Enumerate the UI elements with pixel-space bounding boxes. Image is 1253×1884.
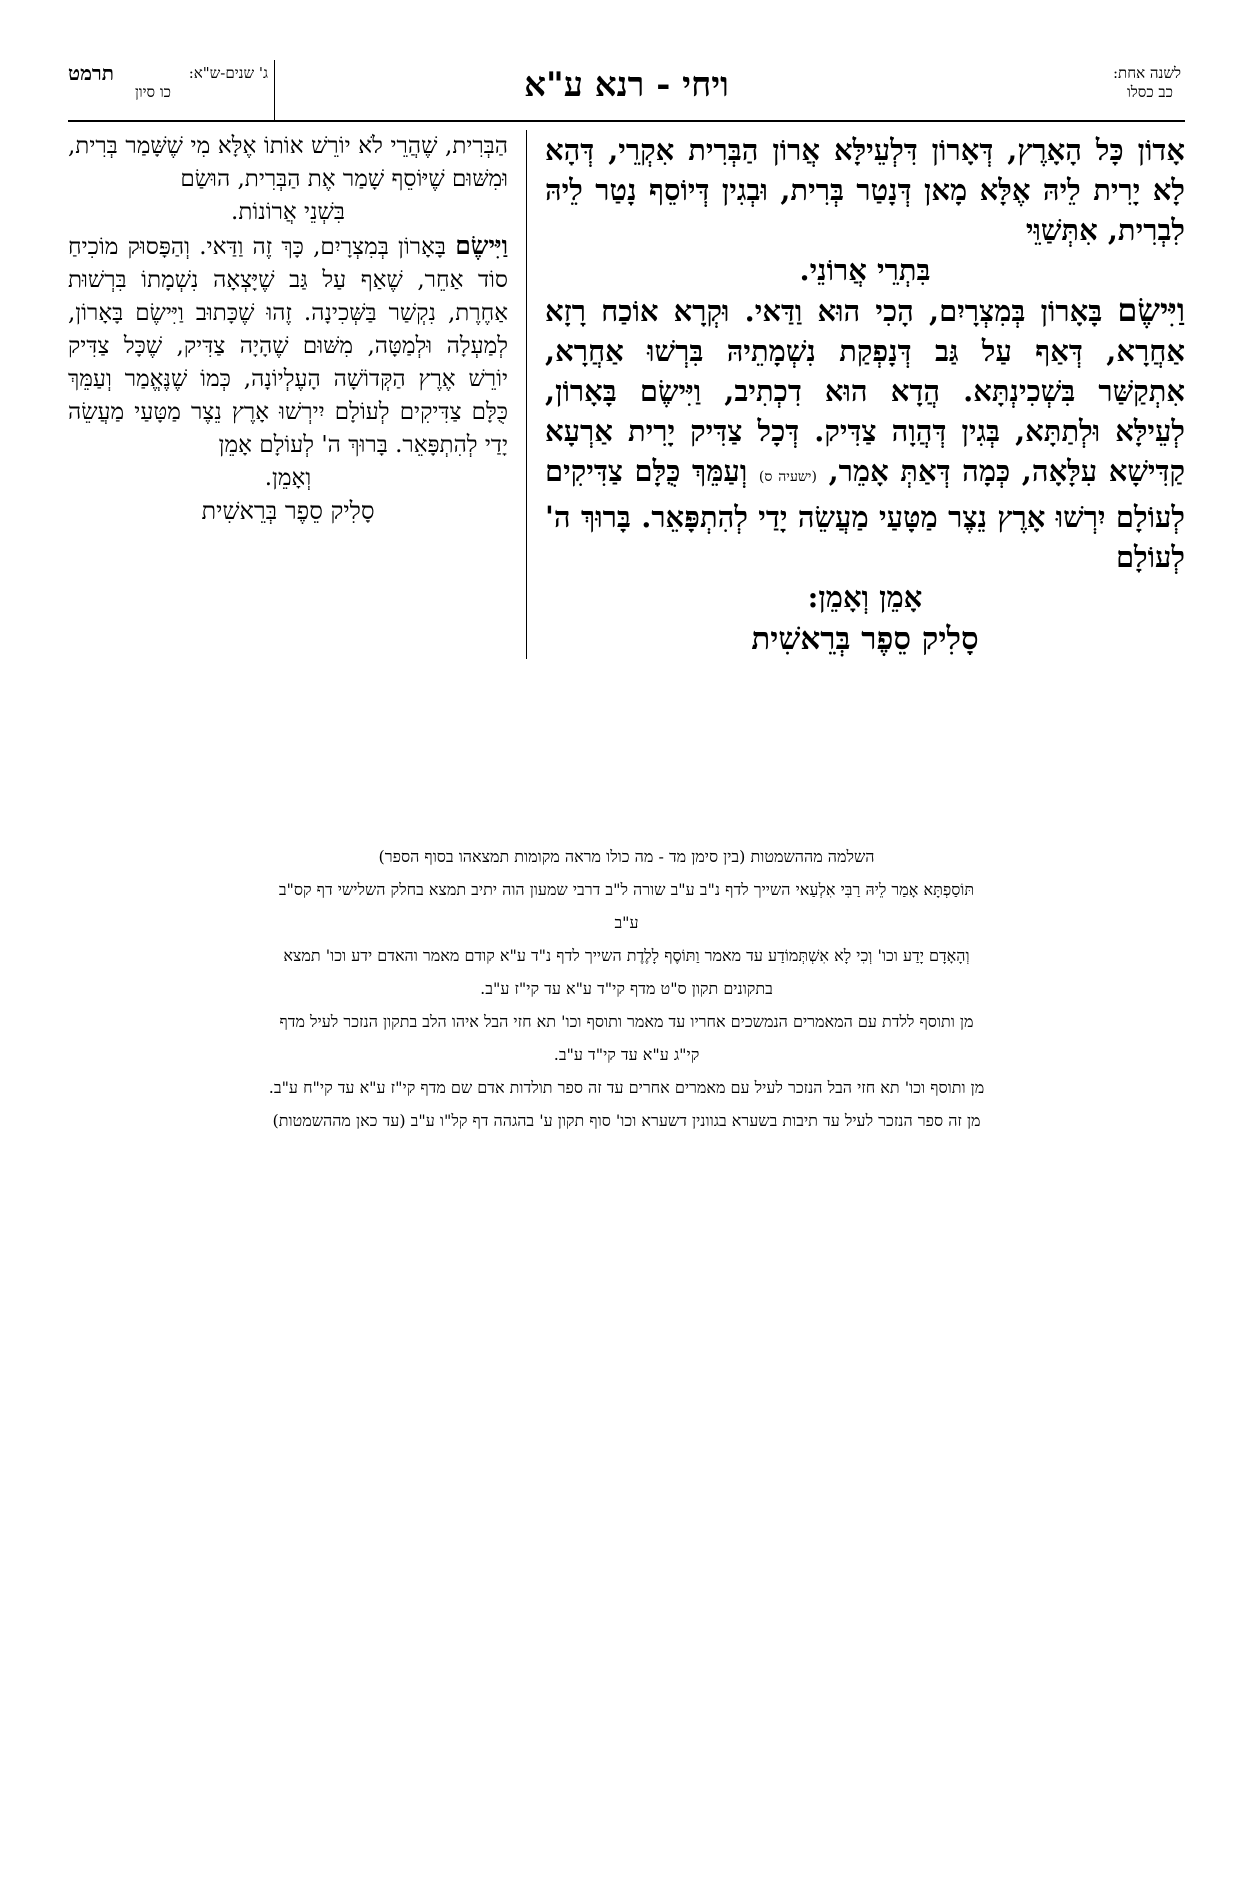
translation-column [68,130,508,659]
header-right-label: לשנה אחת: [1113,64,1181,82]
omissions-supplement [68,840,1185,1137]
page [68,60,1185,659]
header-divider [274,60,275,120]
header-right-date: כב כסלו [1126,83,1173,101]
main-column [545,130,1185,659]
scripture-reference: (ישעיה ס) [758,469,817,485]
side-paragraph-2 [68,229,508,495]
main-paragraph-1-text: אָדוֹן כָּל הָאָרֶץ, דְּאָרוֹן דִּלְעֵילָּא אֲרוֹן הַבְּרִית אִקְרֵי, דְּהָא לָא יָרִית לֵיהּ אֶלָּא מָאן דְּנָטַר בְּרִית, וּבְגִין דְּיוֹסֵף נָטַר לֵיהּ לִבְרִית, אִתְּשַׁוֵּי [545,133,1185,247]
note-4: מן ותוסף וכו' תא חזי הבל הנזכר לעיל עם מאמרים אחרים עד זה ספר תולדות אדם שם מדף קי"ז ע"א עד קי"ח ע"ב. [268,1078,985,1097]
main-paragraph-2-end: אָמֵן וְאָמֵן: [807,580,923,614]
main-paragraph-1 [545,130,1185,290]
side-paragraph-1-end: בִּשְׁנֵי אֲרוֹנוֹת. [231,199,345,225]
side-paragraph-1 [68,130,508,229]
note-3 [68,1005,1185,1071]
main-paragraph-2-lead: וַיִּישֶׂם [1117,291,1185,329]
side-closing-line: סָלִיק סֵפֶר בְּרֵאשִׁית [201,497,375,525]
note-2 [68,939,1185,1005]
note-5: מן זה ספר הנזכר לעיל עד תיבות בשערא בגוונין דשערא וכו' סוף תקון ע' בהגהה דף קל"ו ע"ב (עד כאן מההשמטות) [272,1111,981,1130]
page-number: תרמט [68,61,114,85]
notes-heading: השלמה מההשמטות (בין סימן מד - מה כולו מראה מקומות תמצאהו בסוף הספר) [378,847,875,866]
side-paragraph-2-end: וְאָמֵן. [264,465,312,491]
page-header [68,60,1185,122]
side-paragraph-1-text: הַבְּרִית, שֶׁהֲרֵי לֹא יוֹרֵשׁ אוֹתוֹ אֶלָּא מִי שֶׁשָּׁמַר בְּרִית, וּמִשּׁוּם שֶׁיּוֹסֵף שָׁמַר אֶת הַבְּרִית, הוּשַׂם [68,133,508,192]
page-body [68,130,1185,659]
page-title: ויחי - רנא ע"א [524,65,729,105]
main-closing-line: סָלִיק סֵפֶר בְּרֵאשִׁית [751,621,979,657]
main-paragraph-2-text-a: בָּאָרוֹן בְּמִצְרָיִם, הָכִי הוּא וַדַּאי. וּקְרָא אוֹכַח רָזָא אַחֲרָא, דְּאַף עַל גַּב דְּנָפְקַת נִשְׁמָתֵיהּ בִּרְשׁוּ אַחֲרָא, אִתְקַשַּׁר בִּשְׁכִינְתָּא. הֲדָא הוּא דִכְתִיב, וַיִּישֶׂם בָּאָרוֹן, לְעֵילָּא וּלְתַתָּא, בְּגִין דְּהֲוָה צַדִּיק. דְּכָל צַדִּיק יָרִית אַרְעָא קַדִּישָׁא עִלָּאָה, כְּמָה דְּאַתְּ אָמֵר, [545,294,1185,488]
header-left-row [68,61,268,85]
note-2-text: וְהָאָדָם יָדַע וכו' וְכִי לָא אִשְׁתְּמוֹדַע עד מאמר וַתּוֹסֶף לָלֶדֶת השייך לדף נ"ד ע"א קודם מאמר והאדם ידע וכו' תמצא [283,946,970,965]
note-1 [68,873,1185,939]
note-2-end: בתקונים תקון ס"ט מדף קי"ד ע"א עד קי"ז ע"ב. [480,979,773,998]
header-left-date: כו סיון [134,83,172,101]
main-paragraph-1-end: בִּתְרֵי אֲרוֹנֵי. [799,253,931,287]
header-left [68,61,268,102]
header-left-label: ג' שנים-ש"א: [188,64,268,82]
column-divider [526,130,527,659]
note-1-text: תּוֹסַפְתָּא אָמַר לֵיהּ רַבִּי אִלְעַאי השייך לדף נ"ב ע"ב שורה ל"ב דרבי שמעון הוה יתיב תמצא בחלק השלישי דף קס"ב [278,880,975,899]
main-paragraph-2-text-b: וְעַמֵּךְ כֻּלָּם צַדִּיקִים לְעוֹלָם יִרְשׁוּ אָרֶץ נֵצֶר מַטָּעַי מַעֲשֵׂה יָדַי לְהִתְפָּאֵר. בָּרוּךְ ה' לְעוֹלָם [545,454,1185,574]
main-paragraph-2 [545,290,1185,617]
side-paragraph-2-text: בָּאָרוֹן בְּמִצְרָיִם, כָּךְ זֶה וַדַּאי. וְהַפָּסוּק מוֹכִיחַ סוֹד אַחֵר, שֶׁאַף עַל גַּב שֶׁיָּצְאָה נִשְׁמָתוֹ בִּרְשׁוּת אַחֶרֶת, נִקְשַׁר בַּשְּׁכִינָה. זֶהוּ שֶׁכָּתוּב וַיִּישֶׂם בָּאָרוֹן, לְמַעְלָה וּלְמַטָּה, מִשּׁוּם שֶׁהָיָה צַדִּיק, שֶׁכָּל צַדִּיק יוֹרֵשׁ אֶרֶץ הַקְּדוֹשָׁה הָעֶלְיוֹנָה, כְּמוֹ שֶׁנֶּאֱמַר וְעַמֵּךְ כֻּלָּם צַדִּיקִים לְעוֹלָם יִירְשׁוּ אָרֶץ נֵצֶר מַטָּעַי מַעֲשֵׂה יָדַי לְהִתְפָּאֵר. בָּרוּךְ ה' לְעוֹלָם אָמֵן [68,234,508,458]
note-1-end: ע"ב [614,913,639,932]
note-3-text: מן ותוסף ללדת עם המאמרים הנמשכים אחריו עד מאמר ותוסף וכו' תא חזי הבל איהו הלב בתקון הנזכר לעיל מדף [279,1012,974,1031]
side-paragraph-2-lead: וַיִּישֶׂם [455,231,508,260]
note-3-end: קי"ג ע"א עד קי"ד ע"ב. [553,1045,700,1064]
